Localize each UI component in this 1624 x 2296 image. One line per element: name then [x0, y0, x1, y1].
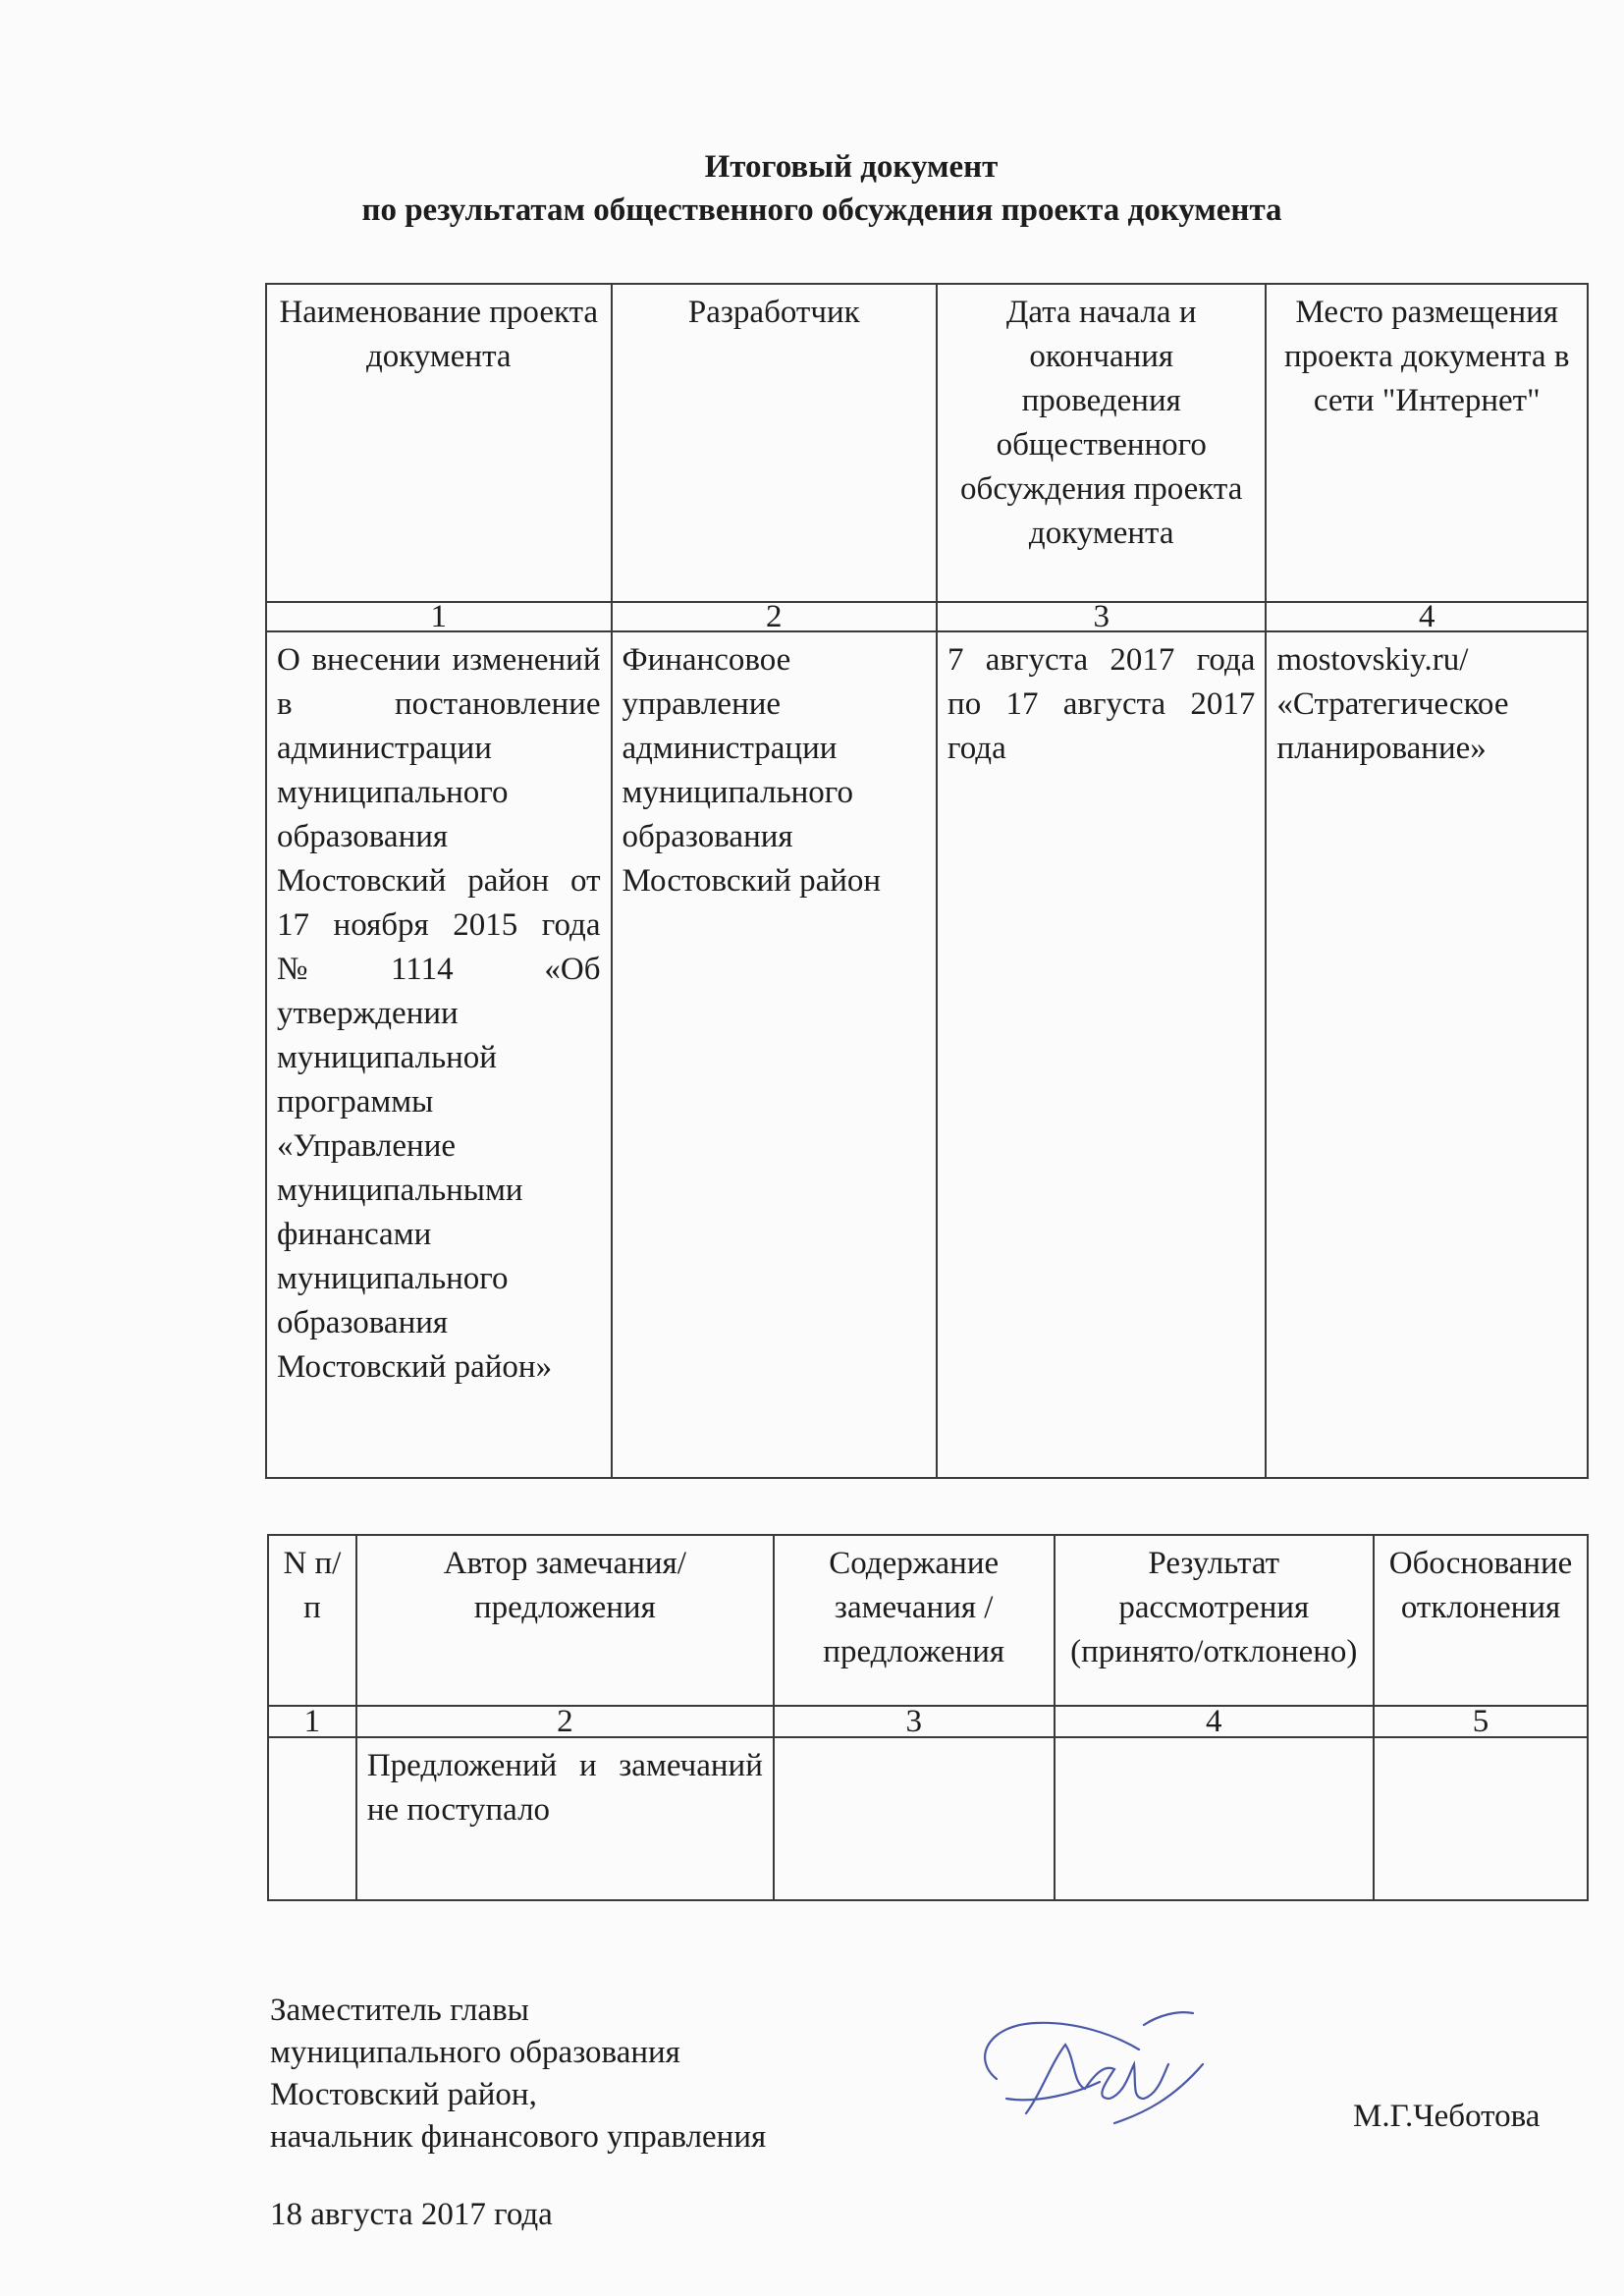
table1-header-dates: Дата начала и окончания проведения общественного обсуждения проекта документа: [937, 284, 1266, 602]
comments-table: [267, 1534, 1589, 1901]
table2-header-reason: Обоснование отклонения: [1374, 1535, 1588, 1706]
author-cell: Предложений и замечаний не поступало: [356, 1737, 774, 1900]
table2-number-row: [268, 1706, 1588, 1737]
result-cell: [1055, 1737, 1375, 1900]
title-line-1: Итоговый документ: [704, 149, 999, 185]
table1-data-row: [266, 631, 1588, 1478]
table2-header-result: Результат рассмотрения (принято/отклонено): [1055, 1535, 1375, 1706]
handwritten-signature: [967, 2005, 1222, 2143]
dates-cell: 7 августа 2017 года по 17 августа 2017 года: [937, 631, 1266, 1478]
table2-col-number: 4: [1055, 1706, 1375, 1737]
title-line-2: по результатам общественного обсуждения проекта документа: [361, 192, 1282, 228]
table2-header-number: N п/п: [268, 1535, 356, 1706]
table2-col-number: 5: [1374, 1706, 1588, 1737]
project-info-table: [265, 283, 1589, 1479]
table2-data-row: [268, 1737, 1588, 1900]
row-number-cell: [268, 1737, 356, 1900]
table2-header-author: Автор замечания/предложения: [356, 1535, 774, 1706]
signatory-line: начальник финансового управления: [270, 2119, 767, 2155]
table2-col-number: 2: [356, 1706, 774, 1737]
table2-header-content: Содержание замечания / предложения: [774, 1535, 1055, 1706]
project-name-cell: О внесении изменений в постановление администрации муниципального образования Мостовский район от 17 ноября 2015 года №1114 «Об утверждении муниципальной программы «Управление муниципальными финансами муниципального образования Мостовский район»: [266, 631, 612, 1478]
table1-col-number: 1: [266, 602, 612, 631]
table1-header-name: Наименование проекта документа: [266, 284, 612, 602]
table1-header-developer: Разработчик: [612, 284, 938, 602]
signatory-name: М.Г.Чеботова: [1353, 2099, 1541, 2134]
document-title: [0, 145, 1624, 232]
table1-col-number: 3: [937, 602, 1266, 631]
table2-col-number: 1: [268, 1706, 356, 1737]
table1-header-row: [266, 284, 1588, 602]
reason-cell: [1374, 1737, 1588, 1900]
table1-col-number: 2: [612, 602, 938, 631]
table1-header-place: Место размещения проекта документа в сети "Интернет": [1266, 284, 1588, 602]
table2-col-number: 3: [774, 1706, 1055, 1737]
signatory-line: муниципального образования: [270, 2035, 680, 2070]
document-date: 18 августа 2017 года: [270, 2197, 553, 2232]
signatory-line: Заместитель главы: [270, 1993, 529, 2028]
table2-header-row: [268, 1535, 1588, 1706]
developer-cell: Финансовое управление администрации муниципального образования Мостовский район: [612, 631, 938, 1478]
place-cell: mostovskiy.ru/ «Стратегическое планирование»: [1266, 631, 1588, 1478]
table1-col-number: 4: [1266, 602, 1588, 631]
content-cell: [774, 1737, 1055, 1900]
signatory-line: Мостовский район,: [270, 2077, 537, 2112]
signatory-block: [270, 1990, 766, 2159]
table1-number-row: [266, 602, 1588, 631]
